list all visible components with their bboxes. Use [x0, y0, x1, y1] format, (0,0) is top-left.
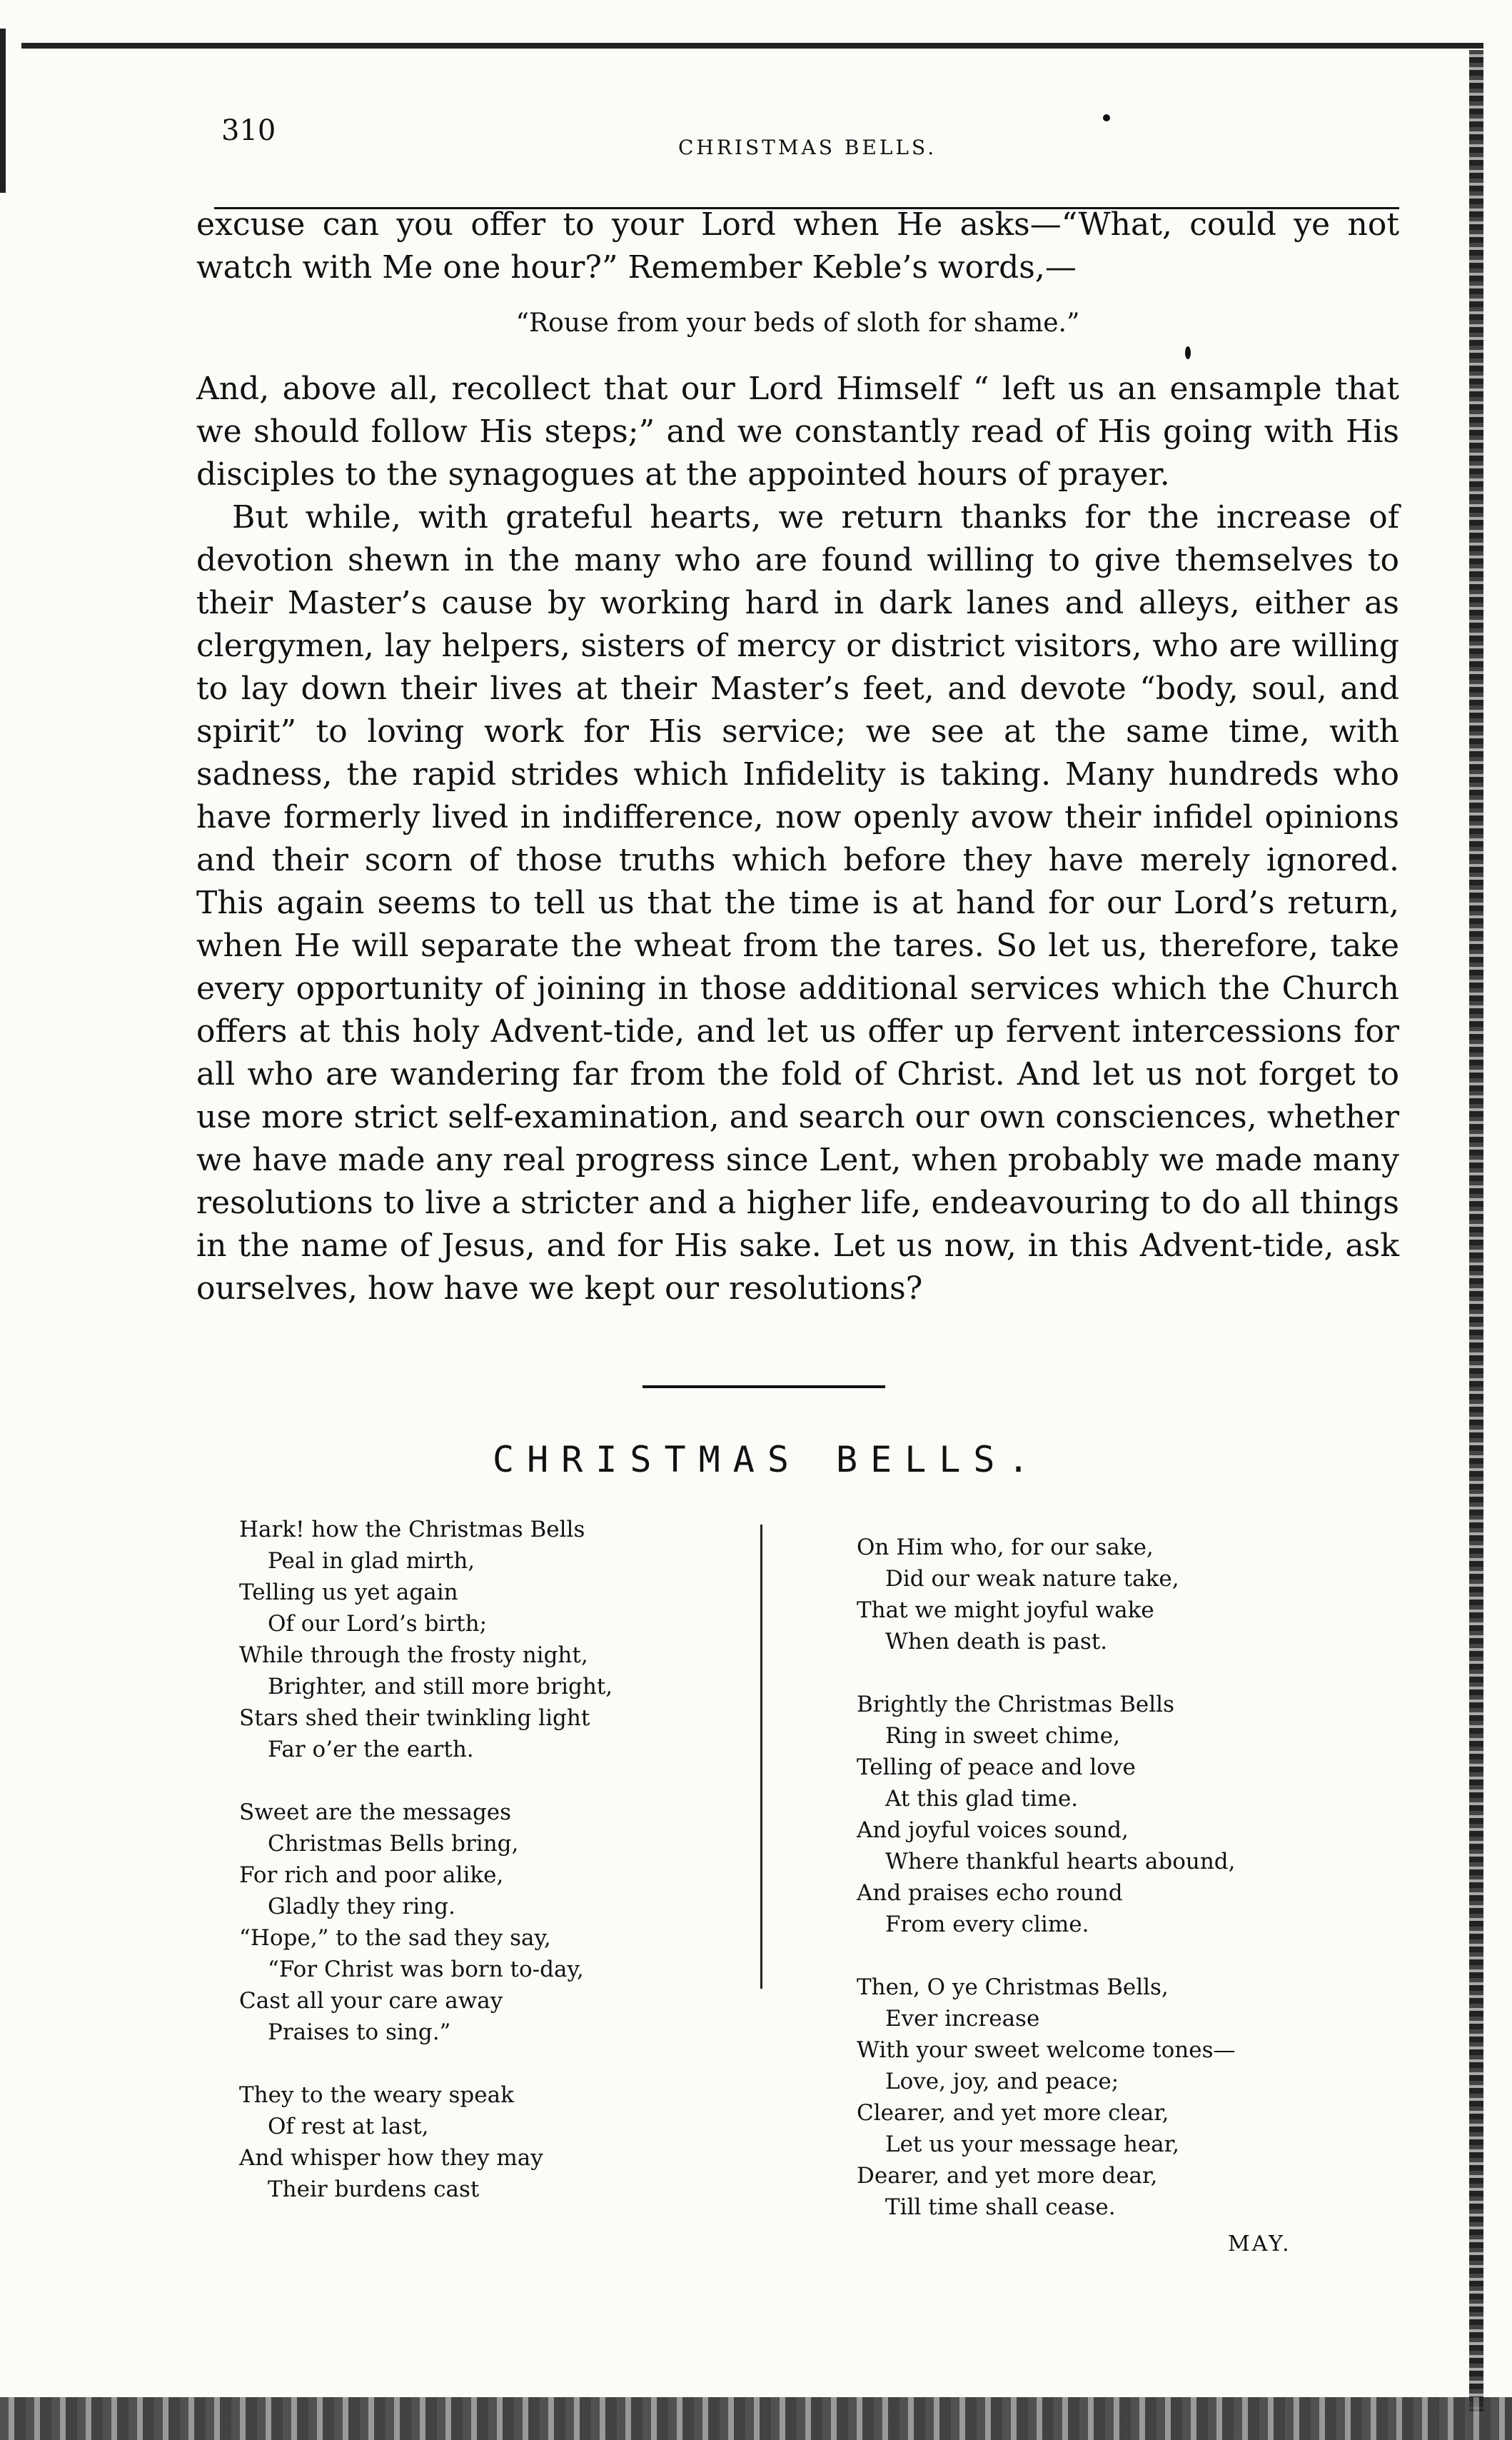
poem-line: And praises echo round — [857, 1880, 1123, 1906]
page-header — [214, 114, 1399, 164]
poem-line: At this glad time. — [885, 1786, 1079, 1812]
column-divider — [760, 1525, 762, 1989]
poem-line: Of rest at last, — [268, 2114, 429, 2139]
poem-line: From every clime. — [885, 1912, 1089, 1937]
page-number: 310 — [221, 114, 276, 147]
paragraph: But while, with grateful hearts, we return thanks for the increase of devotion shewn in the many who are found willing to give themselves to their Master’s cause by working hard in dark lanes and alleys, either as clergymen, lay helpers, sisters of mercy or district visitors, who are willing to lay down their lives at their Master’s feet, and devote “body, soul, and spirit” to loving work for His service; we see at the same time, with sadness, the rapid strides which Infidelity is taking. Many hundreds who have formerly lived in indifference, now openly avow their infidel opinions and their scorn of those truths which before they have merely ignored. This again seems to tell us that the time is at hand for our Lord’s return, when He will separate the wheat from the tares. So let us, therefore, take every opportunity of joining in those additional services which the Church offers at this holy Advent-tide, and let us offer up fervent intercessions for all who are wandering far from the fold of Christ. And let us not forget to use more strict self-examination, and search our own consciences, whether we have made any real progress since Lent, when probably we made many resolutions to live a stricter and a higher life, endeavouring to do all things in the name of Jesus, and for His sake. Let us now, in this Advent-tide, ask ourselves, how have we kept our resolutions? — [196, 499, 1399, 1307]
poem-line: Christmas Bells bring, — [268, 1831, 519, 1857]
poem-line: Sweet are the messages — [239, 1799, 512, 1825]
poem-line: Stars shed their twinkling light — [239, 1705, 590, 1731]
poem-column-right — [857, 1532, 1356, 2254]
poem-line: Of our Lord’s birth; — [268, 1611, 488, 1637]
poem-line: On Him who, for our sake, — [857, 1535, 1154, 1560]
poem-line: Ring in sweet chime, — [885, 1723, 1120, 1749]
poem-line: Did our weak nature take, — [885, 1566, 1179, 1592]
scan-edge-right — [1469, 50, 1483, 2411]
poem-line: Where thankful hearts abound, — [885, 1849, 1236, 1874]
poem-line: Till time shall cease. — [885, 2194, 1116, 2220]
poem-line: Their burdens cast — [268, 2177, 480, 2202]
poem-line: Ever increase — [885, 2006, 1040, 2032]
block-quote: “Rouse from your beds of sloth for shame.” — [515, 308, 1080, 338]
article-body — [196, 204, 1399, 1310]
poem-stanza — [857, 1972, 1356, 2223]
poem-line: Clearer, and yet more clear, — [857, 2100, 1169, 2126]
poem-line: And whisper how they may — [239, 2145, 543, 2171]
poem-line: They to the weary speak — [239, 2082, 514, 2108]
poem-line: Cast all your care away — [239, 1988, 503, 2014]
poem-stanza — [857, 1532, 1356, 1657]
poem-column-left — [239, 1514, 739, 2236]
poem-line: Telling of peace and love — [857, 1754, 1136, 1780]
poem-line: Dearer, and yet more dear, — [857, 2163, 1158, 2189]
poem-line: Far o’er the earth. — [268, 1737, 474, 1762]
poem-stanza — [239, 1514, 739, 1765]
poem-line: Brightly the Christmas Bells — [857, 1692, 1174, 1717]
poem-stanza — [239, 1797, 739, 2048]
section-separator — [642, 1385, 885, 1388]
scan-edge-top — [21, 43, 1483, 49]
poem-stanza — [857, 1689, 1356, 1940]
scan-edge-left — [0, 29, 6, 193]
scan-edge-bottom — [0, 2397, 1512, 2440]
paragraph: And, above all, recollect that our Lord Himself “ left us an ensample that we should follow His steps;” and we constantly read of His going with His disciples to the synagogues at the appointed hours of prayer. — [196, 371, 1399, 493]
poem-line: Peal in glad mirth, — [268, 1548, 475, 1574]
poem-line: Let us your message hear, — [885, 2132, 1179, 2157]
poem-line: For rich and poor alike, — [239, 1862, 504, 1888]
poem-line: That we might joyful wake — [857, 1597, 1154, 1623]
poem-line: And joyful voices sound, — [857, 1817, 1129, 1843]
running-title: CHRISTMAS BELLS. — [678, 136, 937, 159]
poem-line: While through the frosty night, — [239, 1642, 588, 1668]
poem-line: Brighter, and still more bright, — [268, 1674, 613, 1700]
poem-line: With your sweet welcome tones— — [857, 2037, 1236, 2063]
poem-line: “Hope,” to the sad they say, — [239, 1925, 551, 1951]
poem-line: When death is past. — [885, 1629, 1108, 1655]
poem-title: CHRISTMAS BELLS. — [493, 1439, 1042, 1480]
poem-line: Hark! how the Christmas Bells — [239, 1517, 585, 1542]
poem-line: Telling us yet again — [239, 1580, 458, 1605]
poem-line: Then, O ye Christmas Bells, — [857, 1974, 1169, 2000]
poem-signature: MAY. — [1228, 2231, 1291, 2256]
poem-line: “For Christ was born to-day, — [268, 1957, 584, 1982]
paragraph: excuse can you offer to your Lord when He asks—“What, could ye not watch with Me one hour?” Remember Keble’s words,— — [196, 206, 1399, 286]
poem-stanza — [239, 2079, 739, 2205]
poem-line: Gladly they ring. — [268, 1894, 455, 1919]
poem-line: Love, joy, and peace; — [885, 2069, 1119, 2094]
poem-line: Praises to sing.” — [268, 2019, 451, 2045]
